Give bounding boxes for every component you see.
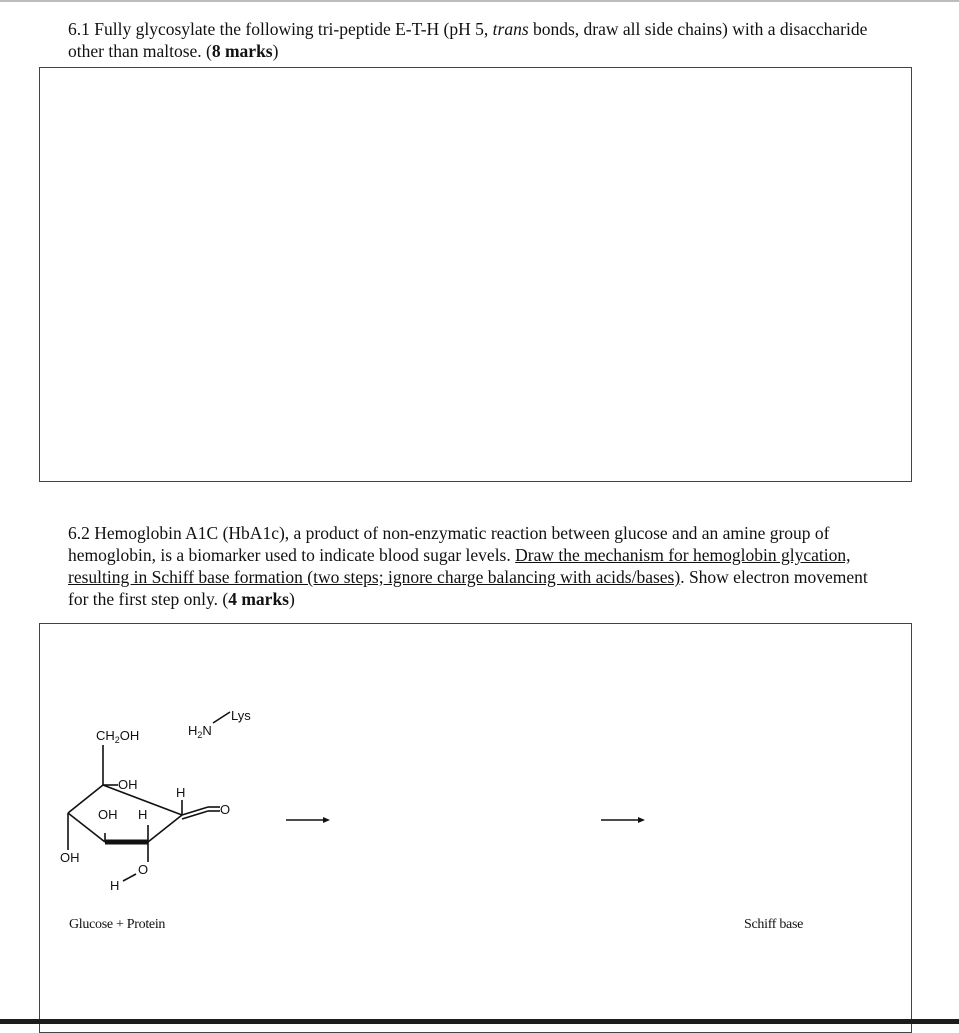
h2n-label: $H_2N$ [188,723,212,740]
answer-box-6-1[interactable] [39,67,912,482]
question-6-2: 6.2 Hemoglobin A1C (HbA1c), a product of non-enzymatic reaction between glucose and an amine group of hemoglobin, is a biomarker used to indicate blood sugar levels. Draw the mechanism for hemoglobin glycation, resulting in Schiff base formation (two steps; ignore charge balancing with acids/bases). Show electron movement for the first step only. (4 marks) [68,523,868,609]
oh-label-c3: OH [98,807,118,822]
mechanism-instruction: Draw the mechanism for hemoglobin glycation, resulting in Schiff base formation (two steps; ignore charge balancing with acids/bases) [68,545,851,587]
question-6-1: 6.1 Fully glycosylate the following tri-peptide E-T-H (pH 5, trans bonds, draw all side chains) with a disaccharide other than maltose. (8 marks) [68,19,868,61]
reactants-caption: Glucose + Protein [69,917,166,932]
product-caption: Schiff base [744,917,804,932]
top-border [0,0,959,2]
h-label-hydroxyl: H [110,878,120,893]
glucose-lysine-structure [40,690,910,950]
h-label-c3: H [138,807,148,822]
o-label-aldehyde: O [220,802,231,817]
bottom-bar [0,1019,959,1024]
o-label-hydroxyl: O [138,862,149,877]
lys-label: Lys [231,708,251,723]
oh-label-c2: OH [60,850,80,865]
h-label-aldehyde: H [176,785,186,800]
ch2oh-label: $CH_2OH$ [96,728,140,745]
oh-label-c4: OH [118,777,138,792]
